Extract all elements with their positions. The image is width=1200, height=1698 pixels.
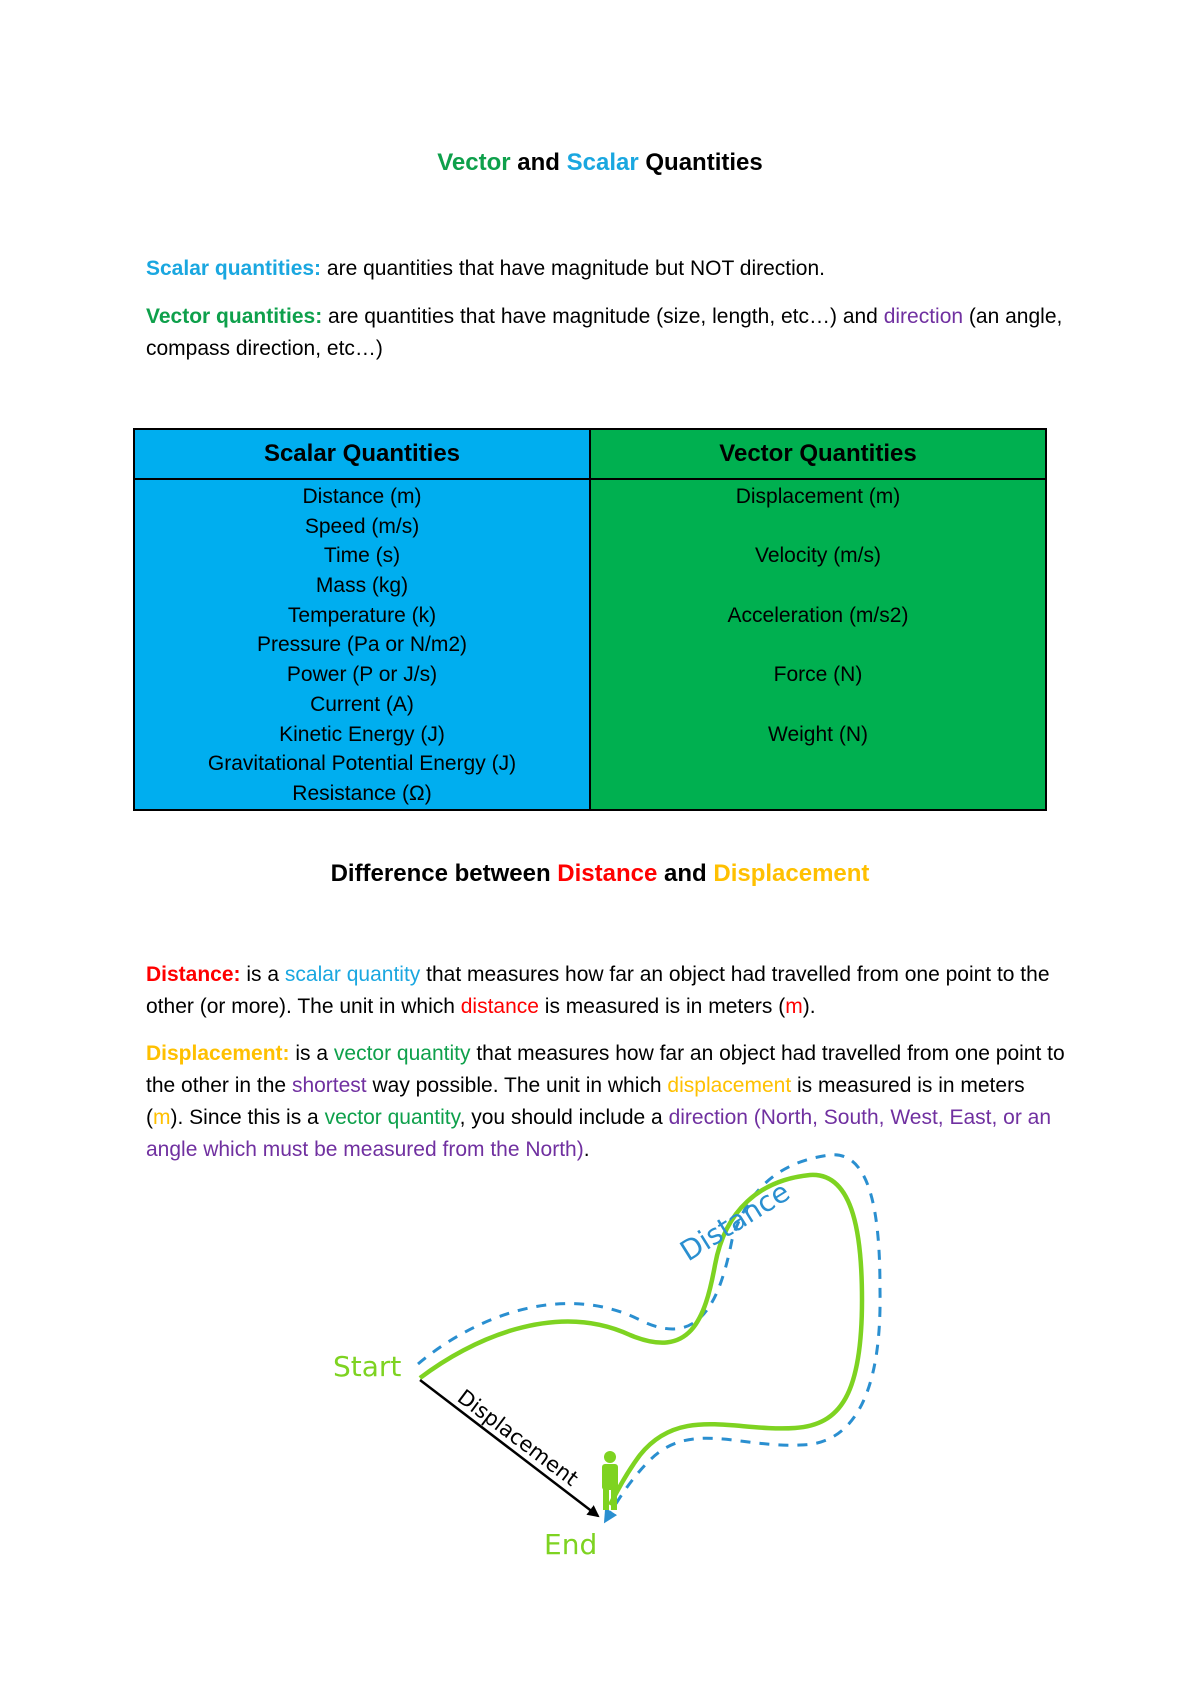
scalar-item: Kinetic Energy (J) xyxy=(279,722,445,746)
end-label: End xyxy=(544,1528,598,1561)
title-and: and xyxy=(510,149,567,176)
section-title-a: Difference between xyxy=(330,860,558,887)
scalar-item: Speed (m/s) xyxy=(304,514,420,538)
displacement-text: . xyxy=(583,1138,590,1161)
displacement-text: , you should include a xyxy=(459,1106,669,1129)
displacement-label: Displacement: xyxy=(146,1042,290,1065)
vector-text-1: are quantities that have magnitude (size, length, etc…) and xyxy=(322,305,884,328)
travelled-path xyxy=(420,1175,862,1505)
scalar-text: are quantities that have magnitude but NOT direction. xyxy=(321,257,825,280)
displacement-vector-quantity-2: vector quantity xyxy=(324,1106,460,1129)
section-title-distance: Distance xyxy=(557,860,658,887)
displacement-diagram-label: Displacement xyxy=(452,1384,583,1491)
title-scalar: Scalar xyxy=(566,149,639,176)
distance-scalar-quantity: scalar quantity xyxy=(284,963,421,986)
section-title-displacement: Displacement xyxy=(713,860,870,887)
vector-text-2: (an angle, compass direction, etc…) xyxy=(146,305,1063,360)
distance-text: that measures how far an object had travelled from one point to the other (or more). The unit in which xyxy=(146,963,1050,1018)
scalar-item: Pressure (Pa or N/m2) xyxy=(256,633,468,657)
distance-text: ). xyxy=(802,995,816,1018)
vector-item: Velocity (m/s) xyxy=(754,544,882,568)
displacement-text: is measured is in meters ( xyxy=(146,1074,1025,1129)
displacement-word: displacement xyxy=(667,1074,792,1097)
vector-item: Acceleration (m/s2) xyxy=(727,603,909,627)
displacement-unit: m xyxy=(153,1106,171,1129)
scalar-item: Current (A) xyxy=(310,692,414,716)
title-rest: Quantities xyxy=(638,149,763,176)
vector-label: Vector quantities: xyxy=(146,305,323,328)
displacement-text: way possible. The unit in which xyxy=(366,1074,668,1097)
scalar-item: Resistance (Ω) xyxy=(292,781,432,805)
displacement-text: is a xyxy=(289,1042,334,1065)
displacement-vector-quantity: vector quantity xyxy=(333,1042,471,1065)
displacement-arrow xyxy=(420,1380,598,1516)
scalar-item: Gravitational Potential Energy (J) xyxy=(207,752,517,776)
vector-item: Displacement (m) xyxy=(735,485,901,508)
section-title-and: and xyxy=(657,860,714,887)
scalar-label: Scalar quantities: xyxy=(146,257,322,280)
vector-direction: direction xyxy=(883,305,964,328)
distance-text: is a xyxy=(240,963,285,986)
scalar-header: Scalar Quantities xyxy=(134,429,590,479)
displacement-text: that measures how far an object had travelled from one point to the other in the xyxy=(146,1042,1065,1097)
scalar-item: Time (s) xyxy=(323,544,401,568)
scalar-item: Temperature (k) xyxy=(287,603,437,627)
vector-item: Weight (N) xyxy=(768,722,868,746)
scalar-item: Distance (m) xyxy=(302,485,422,508)
distance-text: is measured is in meters ( xyxy=(538,995,786,1018)
distance-label: Distance: xyxy=(146,963,241,986)
displacement-shortest: shortest xyxy=(291,1074,367,1097)
distance-unit: m xyxy=(785,995,803,1018)
vector-header: Vector Quantities xyxy=(590,429,1046,479)
start-label: Start xyxy=(333,1350,402,1383)
title-vector: Vector xyxy=(437,149,511,176)
displacement-direction: direction (North, South, West, East, or an angle which must be measured from the North) xyxy=(146,1106,1052,1161)
distance-diagram-label: Distance xyxy=(674,1175,796,1268)
displacement-text: ). Since this is a xyxy=(170,1106,325,1129)
distance-word: distance xyxy=(460,995,539,1018)
scalar-item: Power (P or J/s) xyxy=(286,663,438,687)
scalar-item: Mass (kg) xyxy=(315,574,409,598)
vector-item: Force (N) xyxy=(773,663,863,687)
